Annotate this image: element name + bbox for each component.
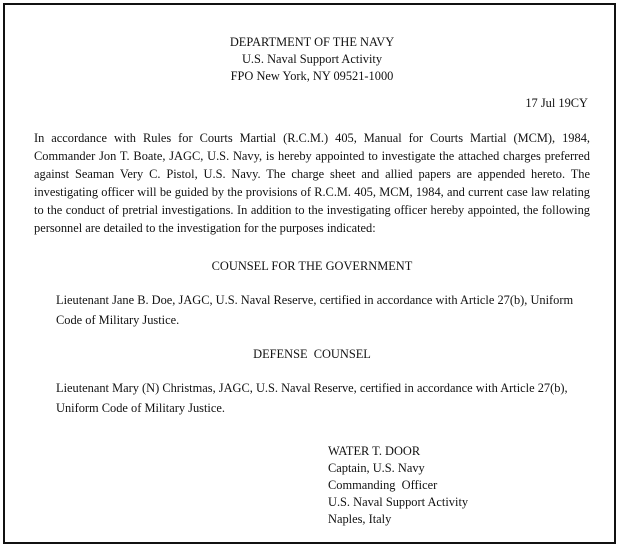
signature-name: WATER T. DOOR — [328, 444, 421, 458]
letterhead — [0, 34, 624, 85]
government-counsel-detail: Lieutenant Jane B. Doe, JAGC, U.S. Naval Reserve, certified in accordance with Article 27(b), Uniform Code of Military Justice. — [56, 293, 574, 327]
appointment-paragraph: In accordance with Rules for Courts Martial (R.C.M.) 405, Manual for Courts Martial (MCM), 1984, Commander Jon T. Boate, JAGC, U.S. Navy, is hereby appointed to investigate the attached charges preferred against Seaman Very C. Pistol, U.S. Navy. The charge sheet and allied papers are appended hereto. The investigating officer will be guided by the provisions of R.C.M. 405, MCM, 1984, and current case law relating to the conduct of pretrial investigations. In addition to the investigating officer hereby appointed, the following personnel are detailed to the investigation for the purposes indicated: — [34, 131, 590, 235]
letterhead-address: FPO New York, NY 09521-1000 — [230, 69, 394, 83]
defense-counsel-heading: DEFENSE COUNSEL — [253, 347, 371, 361]
letterhead-department: DEPARTMENT OF THE NAVY — [229, 35, 395, 49]
signature-block — [328, 443, 468, 528]
signature-activity: U.S. Naval Support Activity — [328, 495, 469, 509]
government-counsel-heading: COUNSEL FOR THE GOVERNMENT — [211, 259, 413, 273]
defense-counsel-detail: Lieutenant Mary (N) Christmas, JAGC, U.S. Naval Reserve, certified in accordance with Article 27(b), Uniform Code of Military Justice. — [56, 381, 568, 415]
signature-rank: Captain, U.S. Navy — [328, 461, 425, 475]
document-date: 17 Jul 19CY — [525, 96, 588, 110]
letterhead-activity: U.S. Naval Support Activity — [241, 52, 383, 66]
signature-title: Commanding Officer — [328, 478, 438, 492]
signature-location: Naples, Italy — [328, 512, 392, 526]
